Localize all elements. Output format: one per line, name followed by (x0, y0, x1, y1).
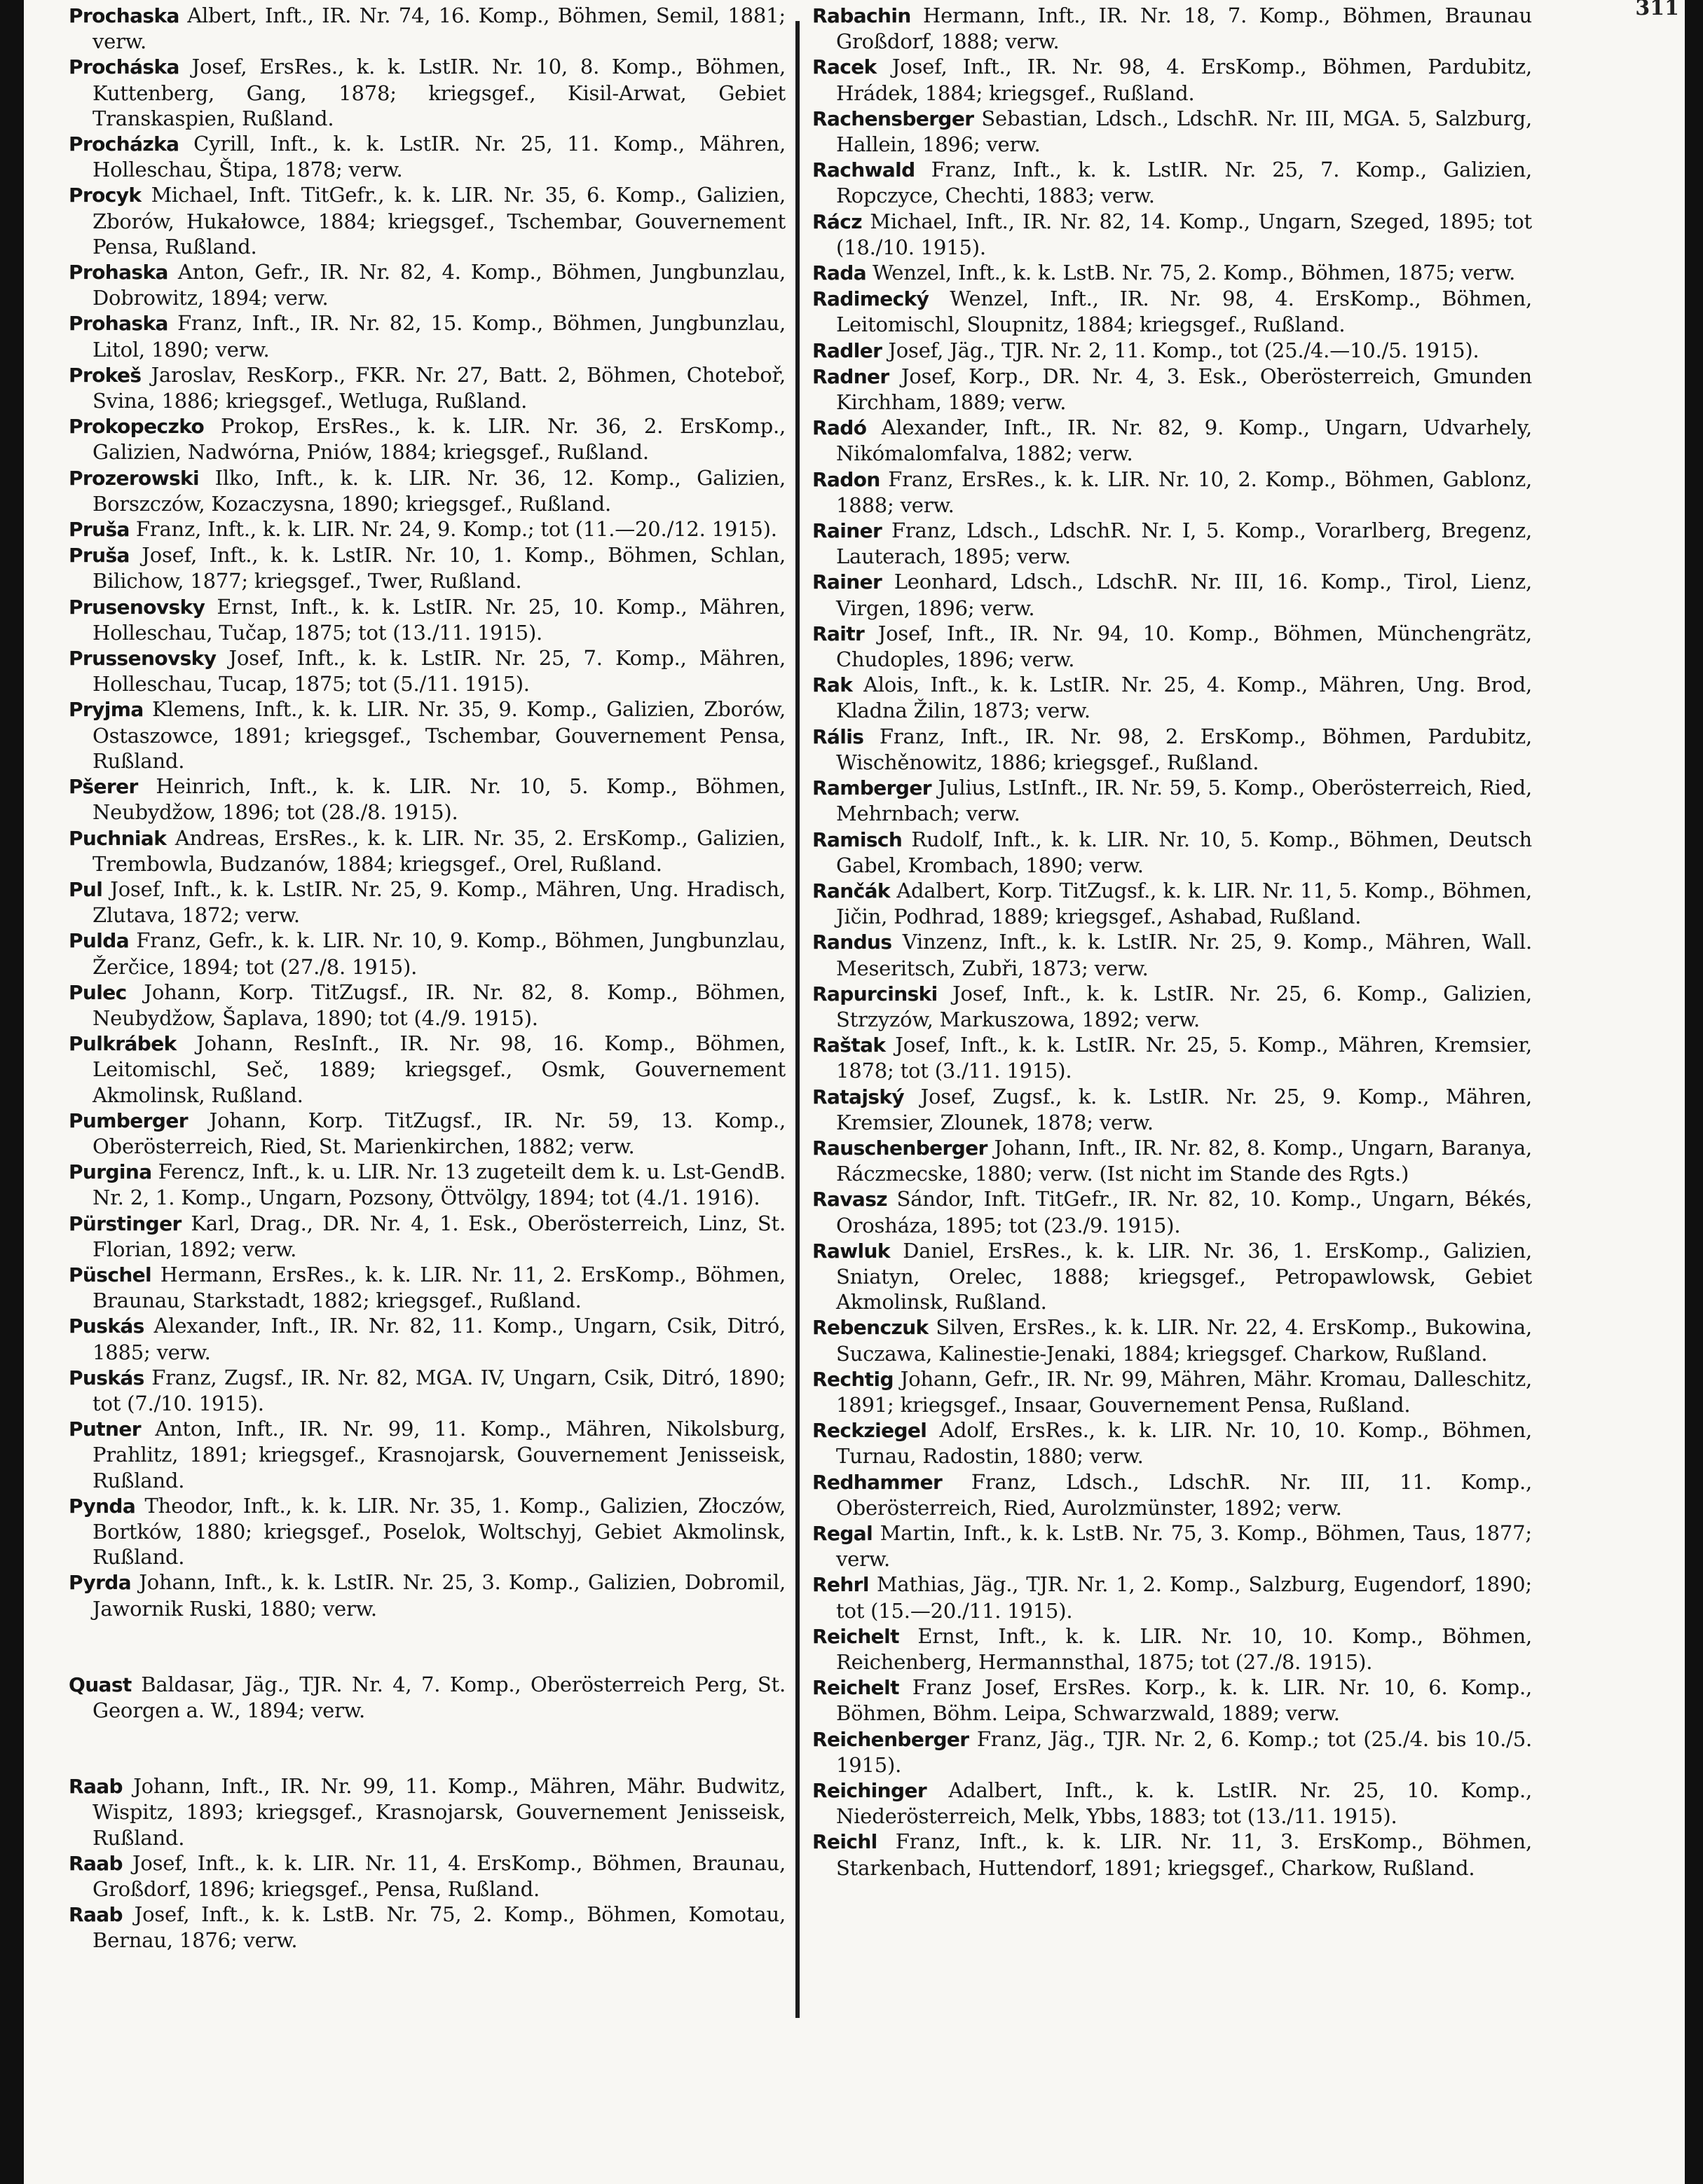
list-entry (69, 1108, 786, 1159)
entry-details: Karl, Drag., DR. Nr. 4, 1. Esk., Oberösterreich, Linz, St. Florian, 1892; verw. (93, 1211, 786, 1261)
entry-surname: Rawluk (812, 1239, 890, 1263)
list-entry (69, 645, 786, 696)
entry-surname: Puchniak (69, 826, 167, 850)
entry-surname: Prohaska (69, 312, 168, 336)
entry-surname: Racek (812, 55, 877, 79)
entry-surname: Pulda (69, 929, 129, 953)
entry-details: Jaroslav, ResKorp., FKR. Nr. 27, Batt. 2, Böhmen, Choteboř, Svina, 1886; kriegsgef., Wetluga, Rußland. (93, 362, 786, 413)
entry-details: Johann, Inft., IR. Nr. 82, 8. Komp., Ungarn, Baranya, Ráczmecske, 1880; verw. (Ist nicht im Stande des Rgts.) (836, 1135, 1532, 1186)
entry-surname: Pruša (69, 518, 130, 542)
entry-details: Anton, Inft., IR. Nr. 99, 11. Komp., Mähren, Nikolsburg, Prahlitz, 1891; kriegsgef., Krasnojarsk, Gouvernement Jenisseisk, Rußland. (93, 1417, 786, 1492)
list-entry (69, 928, 786, 979)
entry-details: Ferencz, Inft., k. u. LIR. Nr. 13 zugeteilt dem k. u. Lst-GendB. Nr. 2, 1. Komp., Ungarn, Pozsony, Öttvölgy, 1894; tot (4./1. 1916). (93, 1160, 786, 1210)
entry-surname: Regal (812, 1521, 873, 1545)
column-divider (795, 21, 800, 2018)
entry-details: Johann, ResInft., IR. Nr. 98, 16. Komp., Böhmen, Leitomischl, Seč, 1889; kriegsgef., Osmk, Gouvernement Akmolinsk, Rußland. (93, 1031, 786, 1107)
list-entry (69, 1031, 786, 1108)
entry-surname: Reckziegel (812, 1419, 927, 1443)
list-entry (812, 338, 1532, 364)
entry-details: Klemens, Inft., k. k. LIR. Nr. 35, 9. Komp., Galizien, Zborów, Ostaszowce, 1891; kriegsgef., Tschembar, Gouvernement Pensa, Rußland. (93, 697, 786, 773)
list-entry (812, 1623, 1532, 1675)
entry-details: Franz, ErsRes., k. k. LIR. Nr. 10, 2. Komp., Böhmen, Gablonz, 1888; verw. (836, 467, 1532, 517)
list-entry (69, 825, 786, 877)
list-entry (812, 672, 1532, 723)
entry-surname: Reichl (812, 1830, 877, 1854)
entry-details: Josef, Zugsf., k. k. LstIR. Nr. 25, 9. Komp., Mähren, Kremsier, Zlounek, 1878; verw. (836, 1084, 1532, 1134)
entry-details: Prokop, ErsRes., k. k. LIR. Nr. 36, 2. ErsKomp., Galizien, Nadwórna, Pniów, 1884; kriegsgef., Rußland. (93, 414, 786, 465)
entry-surname: Radler (812, 338, 882, 362)
list-entry (812, 1417, 1532, 1469)
entry-details: Wenzel, Inft., k. k. LstB. Nr. 75, 2. Komp., Böhmen, 1875; verw. (873, 261, 1516, 285)
entry-details: Franz, Ldsch., LdschR. Nr. I, 5. Komp., Vorarlberg, Bregenz, Lauterach, 1895; verw. (836, 518, 1532, 569)
list-entry (69, 362, 786, 413)
list-entry (69, 310, 786, 362)
list-entry (69, 516, 786, 542)
entry-surname: Procházka (69, 132, 179, 156)
entry-surname: Rauschenberger (812, 1136, 987, 1160)
entry-details: Andreas, ErsRes., k. k. LIR. Nr. 35, 2. ErsKomp., Galizien, Trembowla, Budzanów, 1884; kriegsgef., Orel, Rußland. (93, 825, 786, 876)
entry-surname: Radon (812, 467, 880, 491)
list-entry (69, 1570, 786, 1621)
entry-surname: Rada (812, 261, 866, 285)
entry-details: Ilko, Inft., k. k. LIR. Nr. 36, 12. Komp., Galizien, Borszczów, Kozaczysna, 1890; kriegsgef., Rußland. (93, 465, 786, 516)
entry-surname: Prokopeczko (69, 415, 205, 439)
entry-surname: Raštak (812, 1033, 886, 1057)
list-entry (812, 1135, 1532, 1186)
entry-surname: Pul (69, 877, 103, 901)
list-entry (812, 981, 1532, 1032)
entry-details: Sándor, Inft. TitGefr., IR. Nr. 82, 10. Komp., Ungarn, Békés, Orosháza, 1895; tot (23./9. 1915). (836, 1187, 1532, 1237)
list-entry (812, 1186, 1532, 1237)
entry-details: Franz, Inft., k. k. LIR. Nr. 11, 3. ErsKomp., Böhmen, Starkenbach, Huttendorf, 1891; kriegsgef., Charkow, Rußland. (836, 1829, 1532, 1880)
entry-surname: Rachwald (812, 158, 915, 182)
list-entry (812, 54, 1532, 105)
entry-surname: Pynda (69, 1494, 136, 1518)
entry-surname: Rális (812, 724, 864, 748)
list-entry (69, 54, 786, 131)
entry-surname: Rebenczuk (812, 1316, 929, 1340)
entry-details: Theodor, Inft., k. k. LIR. Nr. 35, 1. Komp., Galizien, Złoczów, Bortków, 1880; kriegsgef., Poselok, Woltschyj, Gebiet Akmolinsk, Rußland. (93, 1493, 786, 1570)
entry-details: Franz, Zugsf., IR. Nr. 82, MGA. IV, Ungarn, Csik, Ditró, 1890; tot (7./10. 1915). (93, 1365, 786, 1415)
entry-surname: Reichenberger (812, 1727, 969, 1751)
entry-surname: Rapurcinski (812, 982, 938, 1005)
entry-surname: Püschel (69, 1263, 152, 1286)
column-right (812, 3, 1532, 1881)
list-entry (69, 131, 786, 182)
list-entry (812, 467, 1532, 518)
list-entry (812, 1314, 1532, 1366)
entry-surname: Pürstinger (69, 1211, 182, 1235)
entry-surname: Ratajský (812, 1085, 905, 1108)
entry-details: Daniel, ErsRes., k. k. LIR. Nr. 36, 1. ErsKomp., Galizien, Sniatyn, Orelec, 1888; kriegsgef., Petropawlowsk, Gebiet Akmolinsk, Rußland. (836, 1238, 1532, 1314)
entry-details: Martin, Inft., k. k. LstB. Nr. 75, 3. Komp., Böhmen, Taus, 1877; verw. (836, 1520, 1532, 1572)
entry-surname: Raab (69, 1903, 123, 1927)
entry-details: Sebastian, Ldsch., LdschR. Nr. III, MGA. 5, Salzburg, Hallein, 1896; verw. (836, 106, 1532, 157)
entry-surname: Radimecký (812, 287, 929, 311)
entry-surname: Rainer (812, 570, 882, 594)
entry-surname: Reichinger (812, 1779, 927, 1803)
entry-surname: Pulec (69, 980, 127, 1004)
list-entry (812, 1366, 1532, 1417)
entry-surname: Rehrl (812, 1573, 869, 1597)
entry-details: Mathias, Jäg., TJR. Nr. 1, 2. Komp., Salzburg, Eugendorf, 1890; tot (15.—20./11. 1915). (836, 1572, 1532, 1623)
list-entry (69, 1365, 786, 1416)
entry-details: Josef, Inft., k. k. LstIR. Nr. 25, 9. Komp., Mähren, Ung. Hradisch, Zlutava, 1872; verw. (93, 877, 786, 928)
entry-surname: Pruša (69, 544, 130, 568)
entry-surname: Procyk (69, 184, 142, 207)
list-entry (812, 518, 1532, 569)
document-page (24, 0, 1685, 2184)
entry-details: Josef, Inft., k. k. LstIR. Nr. 10, 1. Komp., Böhmen, Schlan, Bilichow, 1877; kriegsgef., Twer, Rußland. (93, 543, 786, 593)
entry-details: Cyrill, Inft., k. k. LstIR. Nr. 25, 11. Komp., Mähren, Holleschau, Štipa, 1878; verw. (93, 132, 786, 182)
entry-surname: Pyrda (69, 1571, 132, 1595)
entry-details: Michael, Inft., IR. Nr. 82, 14. Komp., Ungarn, Szeged, 1895; tot (18./10. 1915). (836, 209, 1532, 259)
entry-details: Alois, Inft., k. k. LstIR. Nr. 25, 4. Komp., Mähren, Ung. Brod, Kladna Žilin, 1873; verw. (836, 673, 1532, 723)
list-entry (812, 775, 1532, 826)
entry-details: Josef, Inft., k. k. LstIR. Nr. 25, 7. Komp., Mähren, Holleschau, Tucap, 1875; tot (5./11. 1915). (93, 646, 786, 696)
entry-surname: Ramberger (812, 776, 931, 800)
entry-surname: Rak (812, 673, 853, 697)
list-entry (69, 774, 786, 825)
entry-surname: Quast (69, 1673, 132, 1696)
list-entry (812, 106, 1532, 157)
list-entry (812, 364, 1532, 415)
list-entry (69, 542, 786, 593)
entry-surname: Pumberger (69, 1108, 188, 1132)
entry-surname: Puskás (69, 1314, 144, 1338)
entry-surname: Reichelt (812, 1676, 899, 1700)
entry-details: Heinrich, Inft., k. k. LIR. Nr. 10, 5. Komp., Böhmen, Neubydžow, 1896; tot (28./8. 1915). (93, 774, 786, 825)
entry-details: Franz, Inft., k. k. LIR. Nr. 24, 9. Komp.; tot (11.—20./12. 1915). (135, 517, 777, 542)
entry-details: Adalbert, Korp. TitZugsf., k. k. LIR. Nr. 11, 5. Komp., Böhmen, Jičin, Podhrad, 1889; kriegsgef., Ashabad, Rußland. (836, 878, 1532, 929)
list-entry (69, 1262, 786, 1313)
entry-details: Michael, Inft. TitGefr., k. k. LIR. Nr. 35, 6. Komp., Galizien, Zborów, Hukałowce, 1884; kriegsgef., Tschembar, Gouvernement Pensa, Rußland. (93, 183, 786, 259)
entry-surname: Rančák (812, 879, 890, 902)
entry-surname: Radner (812, 364, 889, 388)
list-entry (812, 1520, 1532, 1572)
entry-details: Anton, Gefr., IR. Nr. 82, 4. Komp., Böhmen, Jungbunzlau, Dobrowitz, 1894; verw. (93, 260, 786, 310)
entry-details: Johann, Korp. TitZugsf., IR. Nr. 59, 13. Komp., Oberösterreich, Ried, St. Marienkirchen, 1882; verw. (93, 1108, 786, 1158)
entry-details: Adalbert, Inft., k. k. LstIR. Nr. 25, 10. Komp., Niederösterreich, Melk, Ybbs, 1883; tot (13./11. 1915). (836, 1778, 1532, 1829)
entry-surname: Randus (812, 930, 892, 954)
entry-details: Julius, LstInft., IR. Nr. 59, 5. Komp., Oberösterreich, Ried, Mehrnbach; verw. (836, 776, 1532, 826)
entry-surname: Putner (69, 1417, 141, 1441)
entry-surname: Prusenovsky (69, 595, 205, 619)
column-left (69, 3, 786, 1953)
entry-surname: Raab (69, 1775, 123, 1799)
entry-surname: Raab (69, 1851, 123, 1875)
entry-details: Ernst, Inft., k. k. LIR. Nr. 10, 10. Komp., Böhmen, Reichenberg, Hermannsthal, 1875; tot (27./8. 1915). (836, 1623, 1532, 1674)
entry-details: Franz Josef, ErsRes. Korp., k. k. LIR. Nr. 10, 6. Komp., Böhmen, Böhm. Leipa, Schwarzwald, 1889; verw. (836, 1675, 1532, 1726)
list-entry (812, 1469, 1532, 1520)
entry-details: Johann, Korp. TitZugsf., IR. Nr. 82, 8. Komp., Böhmen, Neubydžow, Šaplava, 1890; tot (4./9. 1915). (93, 980, 786, 1030)
list-entry (69, 594, 786, 645)
entry-surname: Ramisch (812, 827, 903, 851)
entry-details: Wenzel, Inft., IR. Nr. 98, 4. ErsKomp., Böhmen, Leitomischl, Sloupnitz, 1884; kriegsgef., Rußland. (836, 287, 1532, 337)
entry-details: Josef, Inft., k. k. LstIR. Nr. 25, 6. Komp., Galizien, Strzyzów, Markuszowa, 1892; verw. (836, 981, 1532, 1031)
entry-surname: Rabachin (812, 4, 911, 27)
list-entry (812, 3, 1532, 54)
entry-details: Johann, Inft., IR. Nr. 99, 11. Komp., Mähren, Mähr. Budwitz, Wispitz, 1893; kriegsgef., Krasnojarsk, Gouvernement Jenisseisk, Rußland. (93, 1774, 786, 1850)
entry-surname: Procháska (69, 55, 179, 79)
list-entry (69, 1416, 786, 1493)
entry-surname: Prohaska (69, 261, 168, 284)
list-entry (812, 621, 1532, 672)
list-entry (69, 259, 786, 310)
list-entry (812, 569, 1532, 620)
list-entry (812, 878, 1532, 929)
list-entry (812, 1778, 1532, 1829)
list-entry (812, 1572, 1532, 1623)
list-entry (812, 1084, 1532, 1135)
entry-details: Franz, Gefr., k. k. LIR. Nr. 10, 9. Komp., Böhmen, Jungbunzlau, Žerčice, 1894; tot (27./8. 1915). (93, 928, 786, 979)
entry-details: Franz, Inft., IR. Nr. 82, 15. Komp., Böhmen, Jungbunzlau, Litol, 1890; verw. (93, 311, 786, 362)
list-entry (69, 182, 786, 259)
entry-details: Rudolf, Inft., k. k. LIR. Nr. 10, 5. Komp., Böhmen, Deutsch Gabel, Krombach, 1890; verw. (836, 827, 1532, 877)
list-entry (69, 1211, 786, 1262)
entry-details: Franz, Ldsch., LdschR. Nr. III, 11. Komp., Oberösterreich, Ried, Aurolzmünster, 1892; verw. (836, 1469, 1532, 1520)
entry-surname: Pulkrábek (69, 1032, 177, 1056)
entry-surname: Raitr (812, 621, 865, 645)
entry-details: Franz, Jäg., TJR. Nr. 2, 6. Komp.; tot (25./4. bis 10./5. 1915). (836, 1726, 1532, 1777)
list-entry (812, 157, 1532, 208)
list-entry (69, 413, 786, 465)
entry-details: Josef, Inft., IR. Nr. 98, 4. ErsKomp., Böhmen, Pardubitz, Hrádek, 1884; kriegsgef., Rußland. (836, 55, 1532, 105)
list-entry (69, 1902, 786, 1953)
list-entry (812, 724, 1532, 775)
list-entry (69, 1159, 786, 1210)
list-entry (69, 980, 786, 1031)
entry-details: Baldasar, Jäg., TJR. Nr. 4, 7. Komp., Oberösterreich Perg, St. Georgen a. W., 1894; verw. (93, 1672, 786, 1722)
entry-surname: Radó (812, 416, 867, 440)
entry-details: Albert, Inft., IR. Nr. 74, 16. Komp., Böhmen, Semil, 1881; verw. (93, 4, 786, 54)
list-entry (69, 877, 786, 928)
entry-surname: Reichelt (812, 1624, 899, 1648)
list-entry (812, 929, 1532, 980)
entry-surname: Puskás (69, 1366, 144, 1389)
entry-surname: Ravasz (812, 1188, 887, 1211)
entry-surname: Rácz (812, 210, 862, 233)
entry-details: Ernst, Inft., k. k. LstIR. Nr. 25, 10. Komp., Mähren, Holleschau, Tučap, 1875; tot (13./11. 1915). (93, 594, 786, 645)
entry-details: Franz, Inft., IR. Nr. 98, 2. ErsKomp., Böhmen, Pardubitz, Wischěnowitz, 1886; kriegsgef., Rußland. (836, 724, 1532, 774)
entry-details: Franz, Inft., k. k. LstIR. Nr. 25, 7. Komp., Galizien, Ropczyce, Chechti, 1883; verw. (836, 158, 1532, 208)
list-entry (69, 1773, 786, 1850)
list-entry (69, 1313, 786, 1364)
entry-surname: Rachensberger (812, 107, 974, 130)
list-entry (812, 286, 1532, 337)
entry-details: Josef, Inft., k. k. LstIR. Nr. 25, 5. Komp., Mähren, Kremsier, 1878; tot (3./11. 1915). (836, 1033, 1532, 1083)
list-entry (812, 1829, 1532, 1880)
list-entry (69, 3, 786, 54)
entry-surname: Purgina (69, 1160, 152, 1184)
section-gap (69, 1621, 786, 1672)
entry-details: Josef, Korp., DR. Nr. 4, 3. Esk., Oberösterreich, Gmunden Kirchham, 1889; verw. (836, 364, 1532, 415)
entry-surname: Prochaska (69, 4, 179, 27)
entry-details: Josef, Inft., k. k. LIR. Nr. 11, 4. ErsKomp., Böhmen, Braunau, Großdorf, 1896; kriegsgef., Pensa, Rußland. (93, 1850, 786, 1902)
entry-surname: Prozerowski (69, 466, 200, 490)
entry-surname: Rainer (812, 519, 882, 543)
list-entry (812, 1032, 1532, 1083)
entry-details: Johann, Inft., k. k. LstIR. Nr. 25, 3. Komp., Galizien, Dobromil, Jawornik Ruski, 1880; verw. (93, 1570, 786, 1621)
entry-surname: Pryjma (69, 698, 144, 722)
entry-details: Alexander, Inft., IR. Nr. 82, 11. Komp., Ungarn, Csik, Ditró, 1885; verw. (93, 1314, 786, 1364)
list-entry (69, 465, 786, 516)
list-entry (69, 696, 786, 774)
list-entry (812, 415, 1532, 466)
entry-details: Hermann, Inft., IR. Nr. 18, 7. Komp., Böhmen, Braunau Großdorf, 1888; verw. (836, 4, 1532, 54)
entry-surname: Prussenovsky (69, 647, 217, 671)
entry-details: Johann, Gefr., IR. Nr. 99, Mähren, Mähr. Kromau, Dalleschitz, 1891; kriegsgef., Insaar, Gouvernement Pensa, Rußland. (836, 1366, 1532, 1417)
entry-details: Josef, ErsRes., k. k. LstIR. Nr. 10, 8. Komp., Böhmen, Kuttenberg, Gang, 1878; kriegsgef., Kisil-Arwat, Gebiet Transkaspien, Rußland. (93, 55, 786, 130)
list-entry (812, 1726, 1532, 1778)
section-gap (69, 1723, 786, 1773)
entry-details: Vinzenz, Inft., k. k. LstIR. Nr. 25, 9. Komp., Mähren, Wall. Meseritsch, Zubři, 1873; verw. (836, 930, 1532, 980)
entry-details: Josef, Inft., IR. Nr. 94, 10. Komp., Böhmen, Münchengrätz, Chudoples, 1896; verw. (836, 621, 1532, 672)
list-entry (812, 209, 1532, 260)
list-entry (812, 1238, 1532, 1315)
entry-details: Josef, Inft., k. k. LstB. Nr. 75, 2. Komp., Böhmen, Komotau, Bernau, 1876; verw. (93, 1902, 786, 1953)
entry-surname: Pšerer (69, 775, 138, 799)
entry-details: Hermann, ErsRes., k. k. LIR. Nr. 11, 2. ErsKomp., Böhmen, Braunau, Starkstadt, 1882; kriegsgef., Rußland. (93, 1262, 786, 1313)
entry-surname: Rechtig (812, 1367, 894, 1391)
list-entry (69, 1493, 786, 1570)
entry-surname: Prokeš (69, 363, 142, 387)
list-entry (812, 827, 1532, 878)
list-entry (812, 260, 1532, 286)
list-entry (69, 1672, 786, 1723)
page-number: 311 (1635, 0, 1679, 20)
list-entry (812, 1675, 1532, 1726)
list-entry (69, 1850, 786, 1902)
entry-details: Silven, ErsRes., k. k. LIR. Nr. 22, 4. ErsKomp., Bukowina, Suczawa, Kalinestie-Jenaki, 1884; kriegsgef. Charkow, Rußland. (836, 1315, 1532, 1366)
entry-details: Josef, Jäg., TJR. Nr. 2, 11. Komp., tot (25./4.—10./5. 1915). (888, 338, 1479, 362)
entry-details: Leonhard, Ldsch., LdschR. Nr. III, 16. Komp., Tirol, Lienz, Virgen, 1896; verw. (836, 570, 1532, 620)
entry-details: Adolf, ErsRes., k. k. LIR. Nr. 10, 10. Komp., Böhmen, Turnau, Radostin, 1880; verw. (836, 1418, 1532, 1469)
entry-surname: Redhammer (812, 1470, 943, 1494)
entry-details: Alexander, Inft., IR. Nr. 82, 9. Komp., Ungarn, Udvarhely, Nikómalomfalva, 1882; verw. (836, 415, 1532, 466)
